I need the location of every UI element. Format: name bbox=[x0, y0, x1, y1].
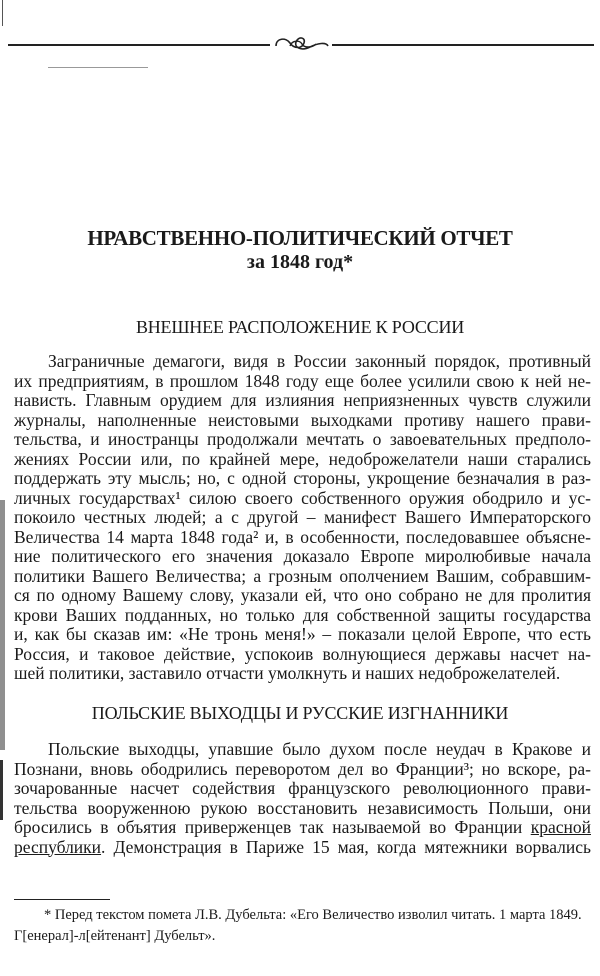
text-line: личных государствах¹ силою своего собственного оружия ободрило и ус- bbox=[14, 487, 591, 508]
section-heading-1: ВНЕШНЕЕ РАСПОЛОЖЕНИЕ К РОССИИ bbox=[135, 317, 465, 337]
text-line: ся по одному Вашему слову, указали ей, что оно собрано не для пролития bbox=[14, 585, 591, 605]
paragraph-1 bbox=[14, 352, 591, 684]
underlined-phrase: красной bbox=[530, 817, 591, 837]
text-line: покоило честных людей; а с другой – манифест Вашего Императорского bbox=[14, 507, 591, 527]
text-line: Познани, вновь ободрились переворотом дел во Франции³; но вскоре, ра- bbox=[14, 758, 591, 779]
text-line: нависть. Главным орудием для излияния неприязненных чувств служили bbox=[14, 390, 591, 410]
text-line: Россия, и таковое действие, успокоив волнующиеся державы насчет на- bbox=[14, 643, 591, 664]
ornament-icon bbox=[272, 34, 330, 54]
text-line: крови Ваших подданных, но только для собственной защиты государства bbox=[14, 604, 591, 625]
text-line: Заграничные демагоги, видя в России законный порядок, противный bbox=[48, 351, 591, 371]
footnote bbox=[14, 905, 591, 947]
text-line bbox=[14, 818, 591, 838]
footnote-line: Г[енерал]-л[ейтенант] Дубельт». bbox=[14, 928, 216, 944]
document-subtitle: за 1848 год* bbox=[246, 251, 354, 273]
text-line: политики Вашего Величества; а грозным ополчением Вашим, собравшим- bbox=[14, 565, 591, 586]
text-line: тельства вооруженною рукою восстановить независимость Польши, они bbox=[14, 797, 591, 818]
underlined-phrase: республики bbox=[14, 836, 102, 857]
text-line: журналы, наполненные неистовыми выходками противу нашего прави- bbox=[14, 409, 591, 430]
text-line: ние политического его значения доказало Европе миролюбивые начала bbox=[14, 546, 591, 566]
text-span: бросились в объятия приверженцев так называемой во Франции bbox=[14, 817, 523, 837]
scan-edge-shadow bbox=[0, 760, 3, 820]
text-line: Величества 14 марта 1848 года² и, в особенности, последовавшее объясне- bbox=[14, 526, 591, 547]
document-title: НРАВСТВЕННО-ПОЛИТИЧЕСКИЙ ОТЧЕТ bbox=[87, 226, 513, 250]
paragraph-2 bbox=[14, 740, 591, 857]
section-heading-2: ПОЛЬСКИЕ ВЫХОДЦЫ И РУССКИЕ ИЗГНАННИКИ bbox=[91, 703, 509, 723]
text-line: их предприятиям, в прошлом 1848 году еще более усилили свою к ней не- bbox=[14, 370, 591, 391]
text-span: . Демонстрация в Париже 15 мая, когда мятежники ворвались bbox=[101, 836, 591, 857]
footnote-divider bbox=[14, 899, 110, 900]
scan-artifact bbox=[48, 67, 148, 68]
text-line: тельства, и иностранцы продолжали мечтать о завоевательных предполо- bbox=[14, 429, 591, 449]
text-line: жениях России или, по крайней мере, недоброжелатели наши старались bbox=[14, 448, 591, 469]
text-line bbox=[14, 838, 591, 858]
text-line: и, как бы сказав им: «Не тронь меня!» – показали целой Европе, что есть bbox=[14, 624, 591, 644]
footnote-line: * Перед текстом помета Л.В. Дубельта: «Его Величество изволил читать. 1 марта 1849. bbox=[44, 907, 582, 923]
header-rule-left bbox=[8, 44, 270, 46]
text-line: поддержать эту мысль; но, с одной стороны, укрощение безначалия в раз- bbox=[14, 468, 591, 488]
text-line: шей политики, заставило отчасти умолкнуть и наших недоброжелателей. bbox=[14, 663, 561, 683]
scan-margin-mark bbox=[2, 0, 3, 26]
header-rule-right bbox=[332, 44, 594, 46]
text-line: Польские выходцы, упавшие было духом после неудач в Кракове и bbox=[48, 739, 591, 759]
text-line: зочарованные насчет содействия французского революционного прави- bbox=[14, 778, 591, 798]
